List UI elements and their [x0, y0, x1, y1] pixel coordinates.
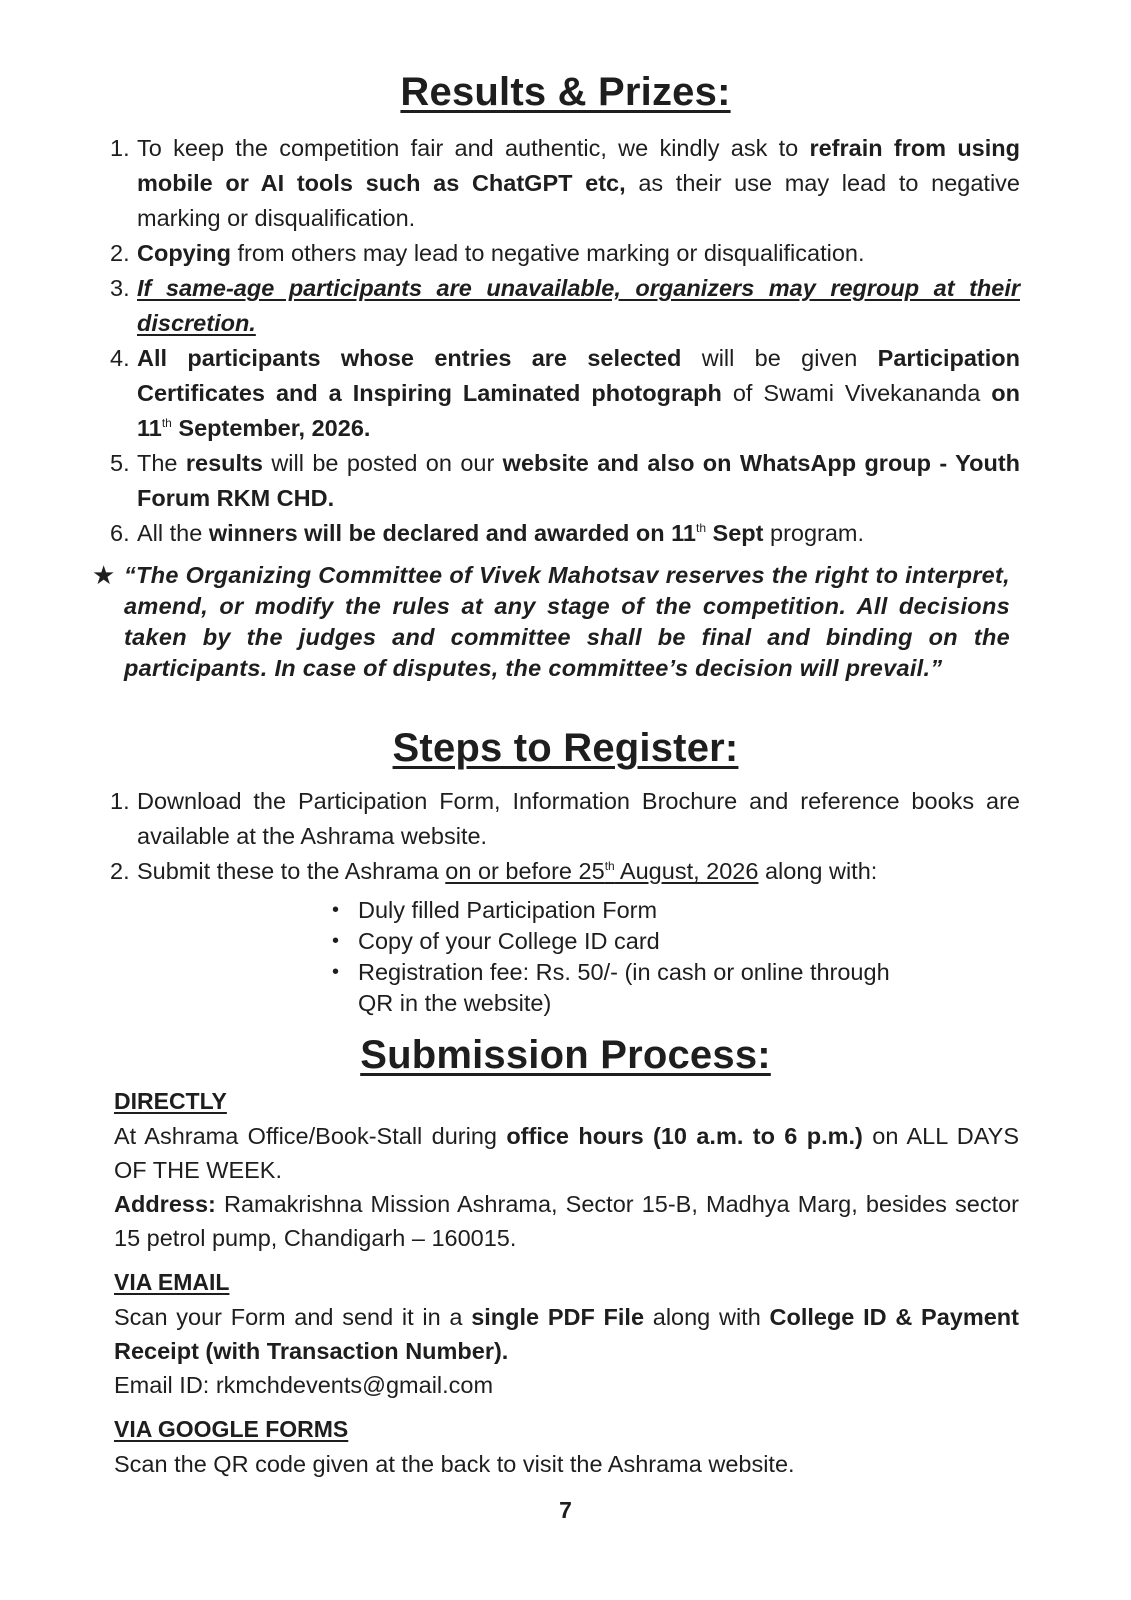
register-item-2: 2. Submit these to the Ashrama on or before 25th August, 2026 along with: [110, 854, 1020, 889]
bullet-icon: • [332, 961, 340, 983]
note-text: “The Organizing Committee of Vivek Mahotsav reserves the right to interpret, amend, or modify the rules at any stage of the competition. All decisions taken by the judges and committee shall be final and binding on the participants. In case of disputes, the committee’s decision will prevail.” [124, 562, 1010, 681]
item-number: 3. [110, 275, 130, 301]
item-number: 5. [110, 450, 130, 476]
item-number: 4. [110, 345, 130, 371]
page-number: 7 [559, 1497, 572, 1523]
requirement-item: • Registration fee: Rs. 50/- (in cash or online through QR in the website) [332, 959, 890, 1016]
results-item-1: 1. To keep the competition fair and authentic, we kindly ask to refrain from using mobile or AI tools such as ChatGPT etc, as their use may lead to negative marking or disqualification. [110, 131, 1020, 236]
item-number: 2. [110, 858, 130, 884]
register-heading: Steps to Register: [392, 726, 739, 770]
submission-email [114, 1267, 1019, 1402]
results-heading: Results & Prizes: [400, 70, 731, 114]
submission-heading: Submission Process: [360, 1033, 771, 1077]
results-item-4: 4. All participants whose entries are selected will be given Participation Certificates and a Inspiring Laminated photograph of Swami Vivekananda on 11th September, 2026. [110, 341, 1020, 446]
register-list [110, 784, 1020, 889]
results-item-3: 3. If same-age participants are unavailable, organizers may regroup at their discretion. [110, 271, 1020, 341]
submission-google-forms [114, 1414, 1019, 1481]
item-number: 1. [110, 135, 130, 161]
organizing-committee-note [92, 560, 1010, 684]
email-body: Scan your Form and send it in a single PDF File along with College ID & Payment Receipt (with Transaction Number). [114, 1304, 1019, 1364]
item-number: 1. [110, 788, 130, 814]
google-forms-body: Scan the QR code given at the back to visit the Ashrama website. [114, 1451, 795, 1477]
results-item-5: 5. The results will be posted on our website and also on WhatsApp group - Youth Forum RKM CHD. [110, 446, 1020, 516]
directly-body: At Ashrama Office/Book-Stall during office hours (10 a.m. to 6 p.m.) on ALL DAYS OF THE WEEK. [114, 1123, 1020, 1183]
bullet-icon: • [332, 930, 340, 952]
submission-directly [114, 1086, 1019, 1255]
requirement-item: • Duly filled Participation Form [330, 895, 890, 926]
register-requirements [330, 895, 890, 1019]
directly-title: DIRECTLY [114, 1088, 227, 1114]
register-item-1: 1. Download the Participation Form, Information Brochure and reference books are available at the Ashrama website. [110, 784, 1020, 854]
google-forms-title: VIA GOOGLE FORMS [114, 1416, 349, 1442]
item-number: 6. [110, 520, 130, 546]
results-list [110, 131, 1020, 551]
requirement-item: • Copy of your College ID card [330, 926, 890, 957]
bullet-icon: • [332, 899, 340, 921]
email-title: VIA EMAIL [114, 1269, 230, 1295]
star-icon: ★ [92, 560, 116, 590]
email-id: Email ID: rkmchdevents@gmail.com [114, 1372, 494, 1398]
item-number: 2. [110, 240, 130, 266]
results-item-2: 2. Copying from others may lead to negative marking or disqualification. [110, 236, 1020, 271]
results-item-6: 6. All the winners will be declared and awarded on 11th Sept program. [110, 516, 1020, 551]
address: Address: Ramakrishna Mission Ashrama, Sector 15-B, Madhya Marg, besides sector 15 petrol pump, Chandigarh – 160015. [114, 1191, 1019, 1251]
